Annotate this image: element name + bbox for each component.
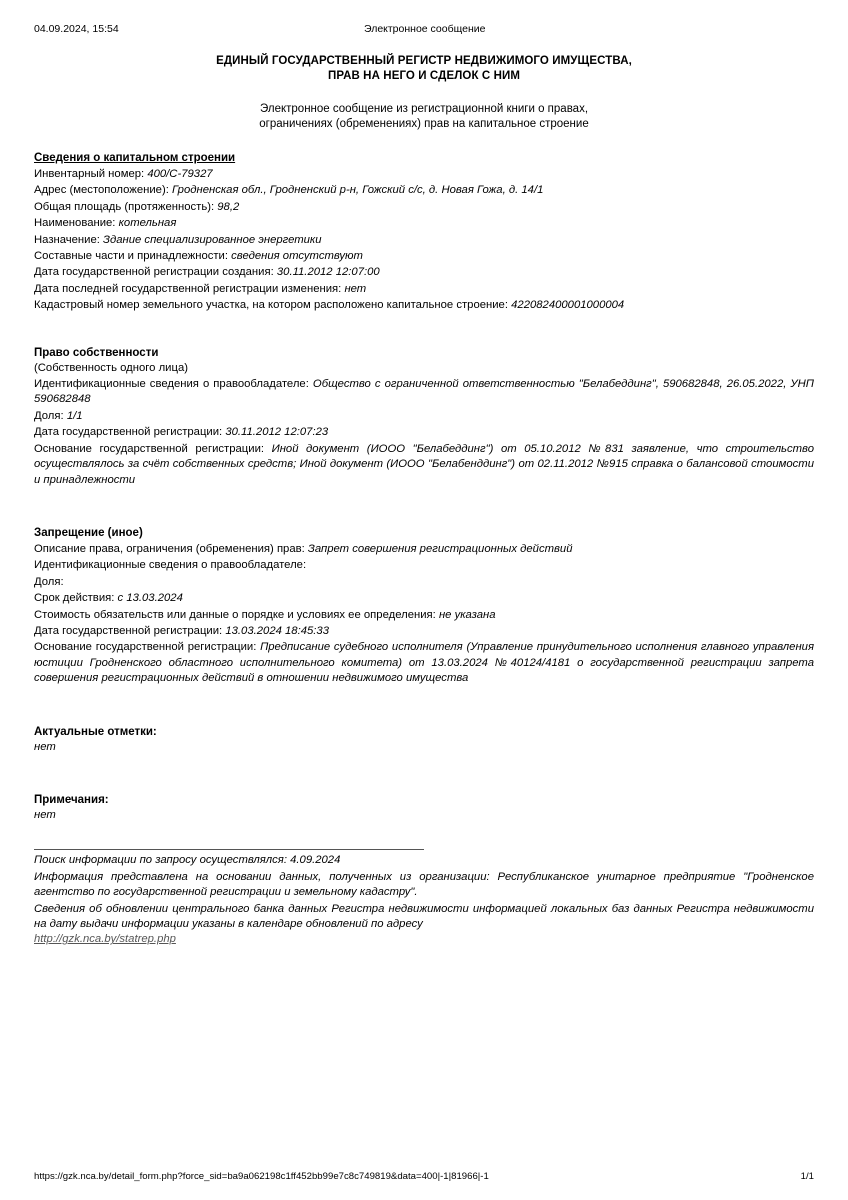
field-value: 422082400001000004 (511, 299, 625, 312)
field-value: 1/1 (66, 409, 83, 422)
field-row (34, 249, 814, 264)
section-notes-heading: Примечания: (34, 793, 109, 806)
field-label: Общая площадь (протяженность): (34, 200, 218, 213)
print-header-title: Электронное сообщение (364, 23, 486, 35)
section-building (34, 148, 814, 314)
field-row (34, 200, 814, 215)
field-label: Идентификационные сведения о правообладателе: (34, 378, 313, 391)
print-footer-url: https://gzk.nca.by/detail_form.php?force_sid=ba9a062198c1ff452bb99e7c8c749819&data=400|-1|81966|-1 (34, 1171, 489, 1182)
field-value: 30.11.2012 12:07:23 (225, 426, 329, 439)
field-label: Дата государственной регистрации создания: (34, 266, 277, 279)
field-label: Идентификационные сведения о правообладателе: (34, 559, 307, 572)
section-notes-value: нет (34, 808, 56, 821)
field-value: Иной документ (ИООО "Белабеддинг") от 05.10.2012 №831 заявление, что строительство осуществлялось за счёт собственных средств; Иной документ (ИООО "Белабенддинг") от 02.11.2012 №915 справка о балансовой стоимости и принадлежности (34, 442, 814, 486)
print-footer (34, 1171, 814, 1182)
field-row (34, 298, 814, 313)
field-row (34, 409, 814, 424)
field-value: Общество с ограниченной ответственностью "Белабеддинг", 590682848, 26.05.2022, УНП 590682848 (34, 378, 814, 406)
print-footer-page: 1/1 (800, 1171, 814, 1182)
field-label: Срок действия: (34, 592, 118, 605)
field-label: Дата государственной регистрации: (34, 426, 226, 439)
field-label: Адрес (местоположение): (34, 184, 173, 197)
section-ownership (34, 343, 814, 488)
field-label: Дата государственной регистрации: (34, 624, 226, 637)
page-subtitle-line1: Электронное сообщение из регистрационной книги о правах, (259, 103, 589, 115)
field-label: Стоимость обязательств или данные о порядке и условиях ее определения: (34, 608, 439, 621)
section-ownership-subheading: (Собственность одного лица) (34, 361, 188, 374)
field-row (34, 640, 814, 686)
section-ownership-heading: Право собственности (34, 346, 159, 359)
field-row (34, 265, 814, 280)
field-value: 98,2 (217, 200, 240, 213)
section-current-marks-heading: Актуальные отметки: (34, 725, 157, 738)
field-value: Предписание судебного исполнителя (Управление принудительного исполнения главного управления юстиции Гродненского областного исполнительного комитета) от 13.03.2024 №40124/4181 о государственной регистрации запрета совершения регистрационных действий в отношении недвижимого имущества (34, 641, 814, 685)
field-label: Описание права, ограничения (обременения) прав: (34, 542, 308, 555)
field-label: Дата последней государственной регистрации изменения: (34, 282, 345, 295)
footnote-divider (34, 849, 424, 850)
field-value: 30.11.2012 12:07:00 (276, 266, 380, 279)
field-label: Основание государственной регистрации: (34, 442, 272, 455)
field-row (34, 216, 814, 231)
field-value: Здание специализированное энергетики (103, 233, 322, 246)
page-title (34, 54, 814, 84)
field-row (34, 542, 814, 557)
footnote-line: Поиск информации по запросу осуществлялся: 4.09.2024 (34, 854, 341, 867)
field-row (34, 591, 814, 606)
field-label: Доля: (34, 575, 64, 588)
field-label: Составные части и принадлежности: (34, 250, 232, 263)
footnote-line: Сведения об обновлении центрального банка данных Регистра недвижимости информацией локальных баз данных Регистра недвижимости на дату выдачи информации указаны в календаре обновлений по адресу (34, 902, 814, 930)
section-prohibition-heading: Запрещение (иное) (34, 526, 143, 539)
footnote-block (34, 849, 814, 947)
field-label: Доля: (34, 409, 67, 422)
field-row (34, 558, 814, 573)
field-label: Инвентарный номер: (34, 168, 148, 180)
field-row (34, 608, 814, 623)
footnote-line: Информация представлена на основании данных, полученных из организации: Республиканское унитарное предприятие "Гродненское агентство по государственной регистрации и земельному кадастру". (34, 870, 814, 899)
field-row (34, 377, 814, 408)
page-subtitle (34, 102, 814, 132)
field-row (34, 183, 814, 198)
section-current-marks-value: нет (34, 740, 56, 753)
field-value: котельная (118, 217, 177, 230)
field-label: Наименование: (34, 217, 119, 230)
field-row (34, 425, 814, 440)
field-row (34, 575, 814, 590)
field-value: не указана (438, 608, 496, 621)
field-label: Кадастровый номер земельного участка, на котором расположено капитальное строение: (34, 299, 512, 312)
field-value: нет (344, 282, 367, 295)
field-row (34, 442, 814, 488)
field-row (34, 167, 814, 182)
section-notes (34, 790, 814, 823)
field-value: 13.03.2024 18:45:33 (225, 624, 329, 637)
field-label: Назначение: (34, 233, 104, 246)
field-label: Основание государственной регистрации: (34, 641, 261, 654)
field-value: Запрет совершения регистрационных действий (307, 542, 573, 555)
print-header (34, 22, 814, 36)
section-current-marks (34, 722, 814, 755)
field-value: с 13.03.2024 (117, 592, 183, 605)
section-prohibition (34, 523, 814, 687)
section-building-heading: Сведения о капитальном строении (34, 152, 236, 164)
field-row (34, 233, 814, 248)
page-subtitle-line2: ограничениях (обременениях) прав на капитальное строение (259, 118, 589, 130)
field-value: 400/С-79327 (147, 168, 213, 180)
page-title-line1: ЕДИНЫЙ ГОСУДАРСТВЕННЫЙ РЕГИСТР НЕДВИЖИМОГО ИМУЩЕСТВА, (216, 55, 632, 67)
field-row (34, 282, 814, 297)
footnote-link[interactable]: http://gzk.nca.by/statrep.php (34, 933, 176, 946)
print-header-datetime: 04.09.2024, 15:54 (34, 23, 119, 35)
field-value: сведения отсутствуют (231, 250, 363, 263)
page-title-line2: ПРАВ НА НЕГО И СДЕЛОК С НИМ (327, 70, 521, 82)
field-value: Гродненская обл., Гродненский р-н, Гожский с/с, д. Новая Гожа, д. 14/1 (172, 184, 544, 197)
field-row (34, 624, 814, 639)
